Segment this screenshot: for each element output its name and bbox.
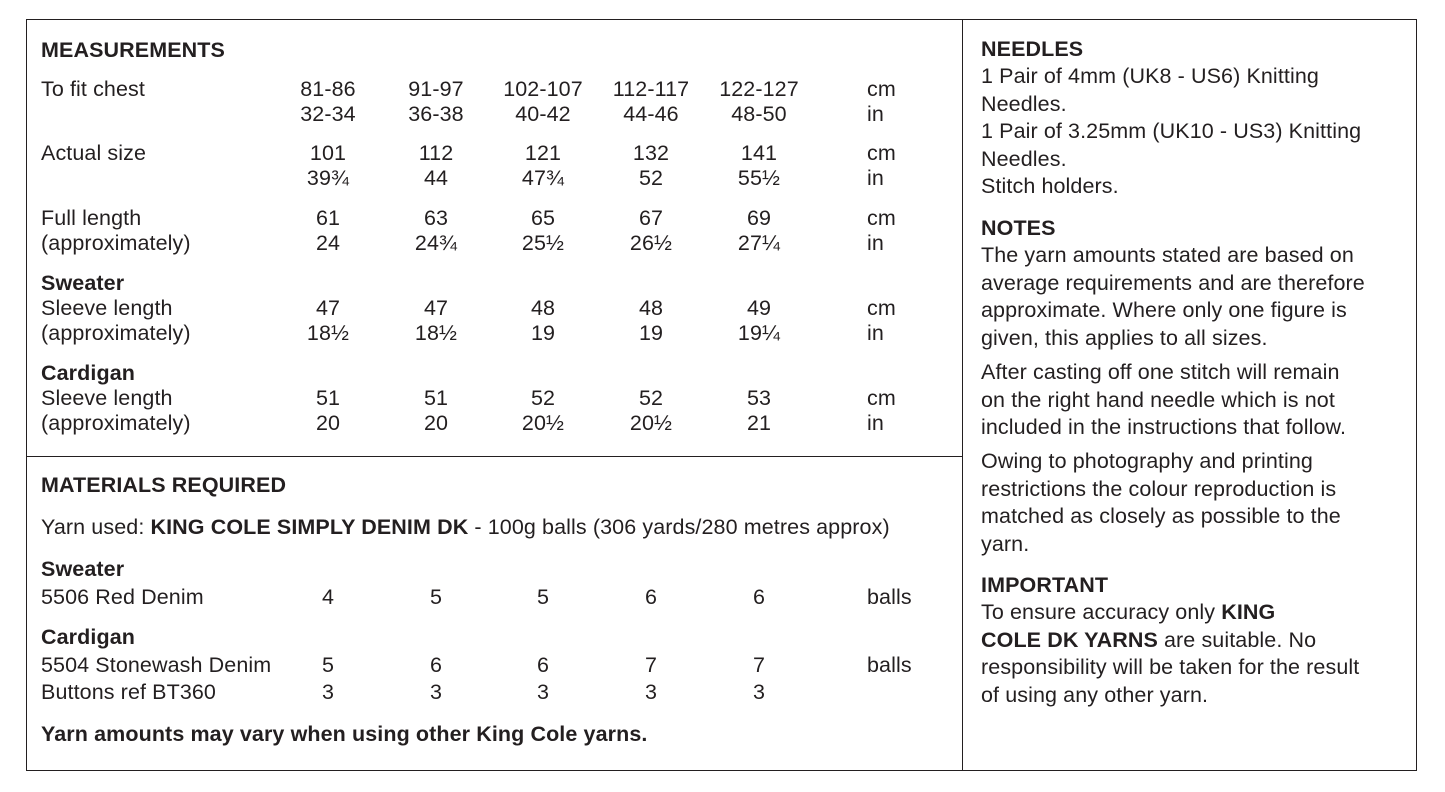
- measurement-value-in: 55½: [737, 166, 781, 190]
- measurement-value-in: 27¼: [737, 231, 781, 255]
- measurement-value-in: 18½: [414, 321, 458, 345]
- measurement-value-cm: 141: [740, 141, 778, 165]
- measurement-unit: in: [867, 102, 884, 126]
- buttons-count-value: 3: [429, 680, 443, 704]
- measurement-value-cm: 102-107: [503, 77, 583, 101]
- measurement-value-cm: 53: [746, 386, 772, 410]
- sweater-balls-unit: balls: [867, 585, 912, 609]
- yarn-footnote: Yarn amounts may vary when using other King Cole yarns.: [41, 722, 648, 746]
- important-brand: COLE DK YARNS: [981, 627, 1158, 652]
- yarn-details: - 100g balls (306 yards/280 metres approx): [468, 515, 890, 539]
- sweater-balls-value: 5: [429, 585, 443, 609]
- measurement-value-cm: 132: [632, 141, 670, 165]
- important-line: [981, 627, 1316, 655]
- measurement-unit: cm: [867, 141, 896, 165]
- cardigan-balls-value: 7: [752, 653, 766, 677]
- materials-cardigan-heading: Cardigan: [41, 625, 135, 649]
- measurement-value-cm: 69: [746, 206, 772, 230]
- cardigan-yarn-item: 5504 Stonewash Denim: [41, 653, 272, 677]
- measurement-value-in: 40-42: [515, 102, 571, 126]
- measurement-value-in: 48-50: [731, 102, 787, 126]
- cardigan-balls-unit: balls: [867, 653, 912, 677]
- notes-line: The yarn amounts stated are based on: [981, 243, 1354, 267]
- important-text: To ensure accuracy only: [981, 600, 1222, 624]
- sweater-balls-value: 5: [536, 585, 550, 609]
- measurement-value-cm: 48: [530, 296, 556, 320]
- measurement-label: Sleeve length: [41, 296, 173, 320]
- measurement-value-in: 20: [315, 411, 341, 435]
- measurement-label: Full length: [41, 206, 142, 230]
- notes-line: matched as closely as possible to the: [981, 504, 1341, 528]
- sweater-balls-value: 6: [644, 585, 658, 609]
- measurement-value-cm: 49: [746, 296, 772, 320]
- measurement-label-note: (approximately): [41, 231, 191, 255]
- needles-heading: NEEDLES: [981, 37, 1084, 61]
- cardigan-balls-value: 7: [644, 653, 658, 677]
- measurement-value-cm: 52: [530, 386, 556, 410]
- measurement-value-cm: 65: [530, 206, 556, 230]
- needles-line: Needles.: [981, 91, 1067, 116]
- yarn-used-line: [41, 515, 890, 540]
- notes-line: restrictions the colour reproduction is: [981, 476, 1337, 501]
- cardigan-balls-value: 6: [536, 653, 550, 677]
- measurement-value-cm: 121: [524, 141, 562, 165]
- sweater-balls-value: 4: [321, 585, 335, 609]
- measurement-value-cm: 47: [423, 296, 449, 320]
- measurement-label: Actual size: [41, 141, 147, 165]
- yarn-used-prefix: Yarn used:: [41, 515, 151, 539]
- measurement-value-in: 20½: [629, 411, 673, 435]
- measurement-value-cm: 48: [638, 296, 664, 320]
- notes-line: average requirements and are therefore: [981, 270, 1365, 295]
- notes-line: Owing to photography and printing: [981, 449, 1313, 473]
- measurement-value-in: 24¾: [414, 231, 458, 255]
- measurement-value-in: 21: [746, 411, 772, 435]
- measurement-label-note: (approximately): [41, 411, 191, 435]
- measurement-value-in: 19: [530, 321, 556, 345]
- measurement-value-cm: 52: [638, 386, 664, 410]
- measurement-value-in: 24: [315, 231, 341, 255]
- measurement-value-cm: 101: [309, 141, 347, 165]
- measurement-unit: in: [867, 166, 884, 190]
- measurement-value-in: 32-34: [300, 102, 356, 126]
- materials-heading: MATERIALS REQUIRED: [41, 473, 287, 497]
- materials-sweater-heading: Sweater: [41, 557, 125, 581]
- measurement-unit: cm: [867, 77, 896, 101]
- measurement-value-cm: 51: [315, 386, 341, 410]
- measurement-unit: in: [867, 411, 884, 435]
- notes-heading: NOTES: [981, 216, 1056, 240]
- cardigan-balls-value: 5: [321, 653, 335, 677]
- measurement-section-heading: Cardigan: [41, 361, 135, 385]
- important-heading: IMPORTANT: [981, 573, 1109, 597]
- important-line: responsibility will be taken for the result: [981, 655, 1360, 679]
- notes-line: After casting off one stitch will remain: [981, 360, 1340, 384]
- measurement-value-in: 36-38: [408, 102, 464, 126]
- buttons-count-value: 3: [536, 680, 550, 704]
- measurement-value-in: 18½: [306, 321, 350, 345]
- measurement-label: Sleeve length: [41, 386, 173, 410]
- important-line: [981, 599, 1275, 627]
- buttons-item: Buttons ref BT360: [41, 680, 216, 704]
- measurement-value-cm: 122-127: [719, 77, 799, 101]
- measurement-value-in: 25½: [521, 231, 565, 255]
- sweater-balls-value: 6: [752, 585, 766, 609]
- needles-line: 1 Pair of 3.25mm (UK10 - US3) Knitting: [981, 119, 1362, 143]
- measurement-value-in: 20: [423, 411, 449, 435]
- buttons-count-value: 3: [644, 680, 658, 704]
- measurement-value-cm: 67: [638, 206, 664, 230]
- measurement-label: To fit chest: [41, 77, 145, 101]
- notes-line: included in the instructions that follow.: [981, 415, 1347, 439]
- measurements-heading: MEASUREMENTS: [41, 38, 225, 62]
- important-brand: KING: [1221, 600, 1276, 624]
- measurement-unit: cm: [867, 296, 896, 320]
- measurement-value-in: 19¼: [737, 321, 781, 345]
- notes-line: given, this applies to all sizes.: [981, 325, 1268, 350]
- notes-line: approximate. Where only one figure is: [981, 298, 1347, 322]
- measurement-unit: in: [867, 321, 884, 345]
- yarn-name: KING COLE SIMPLY DENIM DK: [150, 515, 469, 539]
- measurement-value-cm: 81-86: [300, 77, 356, 101]
- measurement-value-in: 19: [638, 321, 664, 345]
- measurement-value-cm: 112-117: [612, 77, 690, 101]
- measurement-value-cm: 47: [315, 296, 341, 320]
- cardigan-balls-value: 6: [429, 653, 443, 677]
- measurement-unit: in: [867, 231, 884, 255]
- important-line: of using any other yarn.: [981, 682, 1209, 707]
- buttons-count-value: 3: [752, 680, 766, 704]
- notes-line: yarn.: [981, 531, 1030, 556]
- measurement-value-in: 44-46: [623, 102, 679, 126]
- measurement-value-cm: 91-97: [408, 77, 464, 101]
- needles-line: Needles.: [981, 146, 1067, 171]
- measurement-value-in: 26½: [629, 231, 673, 255]
- measurement-value-in: 20½: [521, 411, 565, 435]
- measurement-value-cm: 61: [315, 206, 341, 230]
- measurement-unit: cm: [867, 386, 896, 410]
- sweater-yarn-item: 5506 Red Denim: [41, 585, 204, 609]
- measurement-value-cm: 63: [423, 206, 449, 230]
- section-divider: [26, 456, 963, 457]
- measurement-value-in: 47¾: [521, 166, 565, 190]
- measurement-value-in: 39¾: [306, 166, 350, 190]
- measurement-value-cm: 112: [418, 141, 454, 165]
- buttons-count-value: 3: [321, 680, 335, 704]
- measurement-value-in: 52: [638, 166, 664, 190]
- measurement-value-in: 44: [423, 166, 449, 190]
- notes-line: on the right hand needle which is not: [981, 387, 1335, 412]
- important-text: are suitable. No: [1157, 627, 1317, 652]
- needles-line: 1 Pair of 4mm (UK8 - US6) Knitting: [981, 64, 1319, 88]
- measurement-section-heading: Sweater: [41, 271, 125, 295]
- needles-line: Stitch holders.: [981, 174, 1119, 198]
- measurement-label-note: (approximately): [41, 321, 191, 345]
- measurement-value-cm: 51: [423, 386, 449, 410]
- measurement-unit: cm: [867, 206, 896, 230]
- column-divider: [962, 19, 963, 771]
